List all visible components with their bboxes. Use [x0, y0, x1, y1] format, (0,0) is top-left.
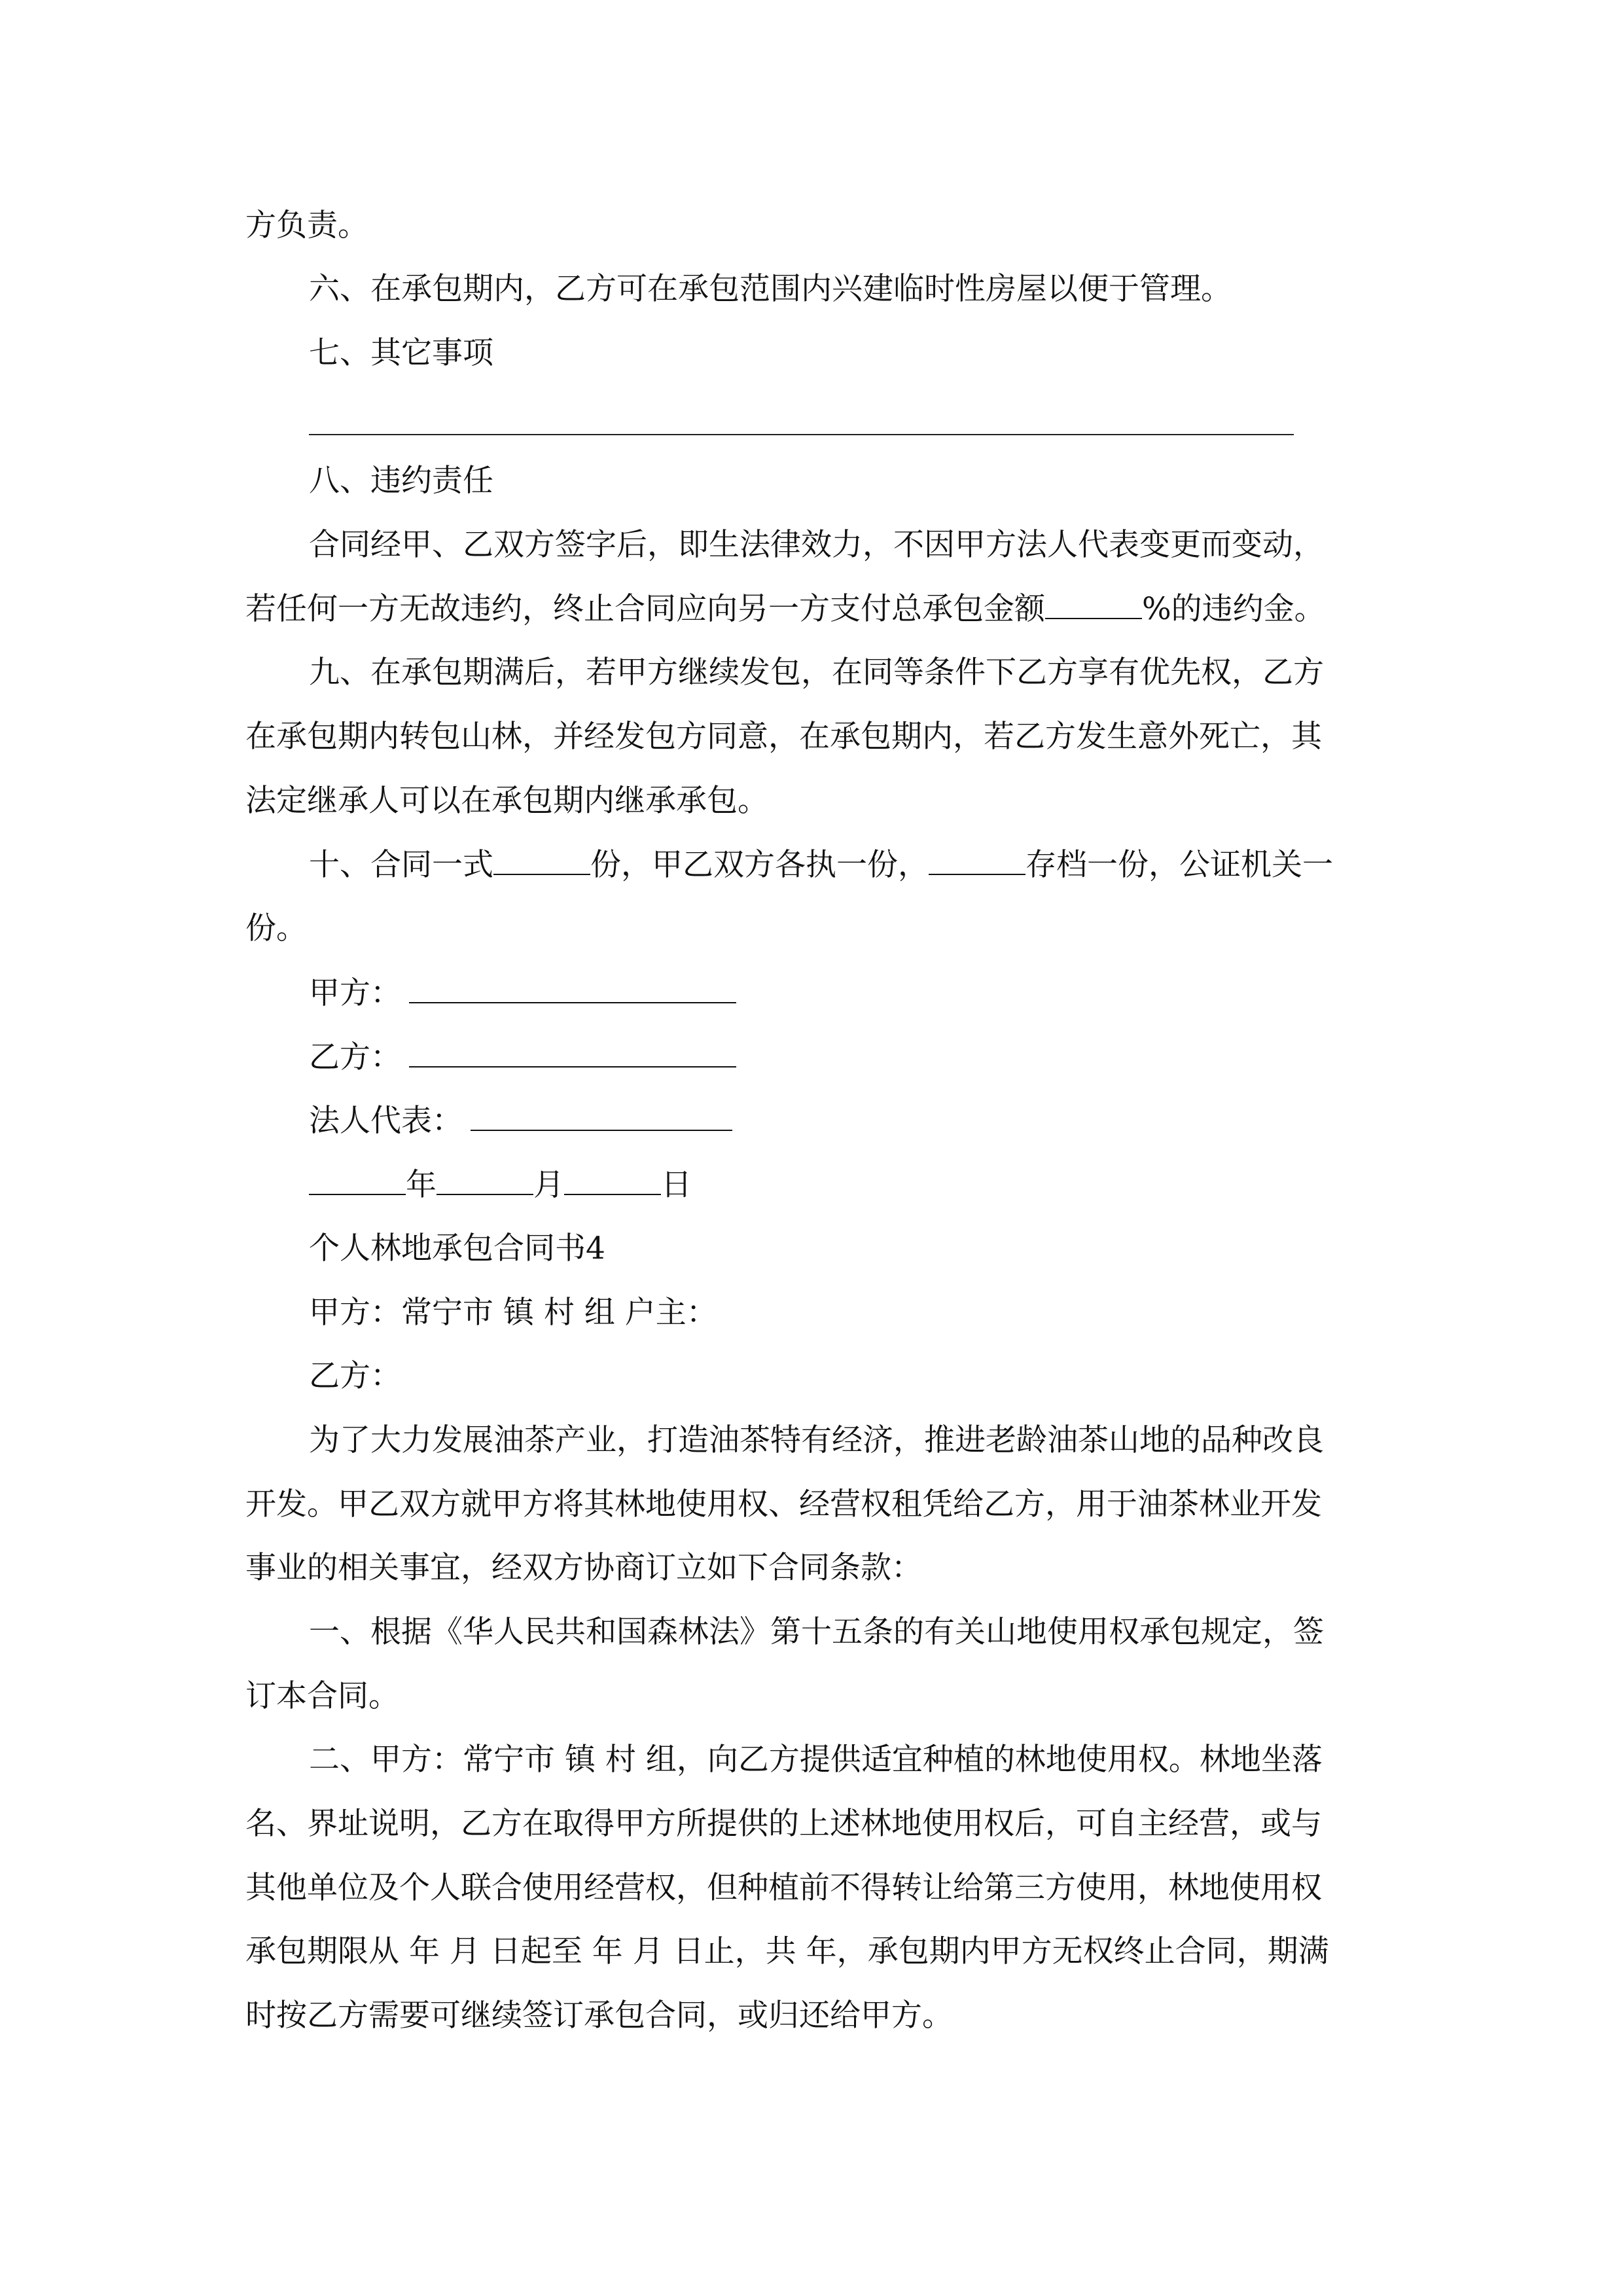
paragraph-line: 合同经甲、乙双方签字后，即生法律效力，不因甲方法人代表变更而变动， [309, 527, 1324, 563]
text-segment: 若任何一方无故违约，终止合同应向另一方支付总承包金额 [245, 591, 1045, 627]
day-blank [564, 1165, 661, 1195]
month-label: 月 [533, 1167, 564, 1203]
text-segment: 十、合同一式 [309, 847, 493, 883]
party-b-signature-line [409, 1037, 736, 1067]
month-blank [437, 1165, 533, 1195]
clause-ten [309, 845, 1382, 885]
legal-rep-label: 法人代表： [309, 1103, 463, 1139]
clause-two-cont: 时按乙方需要可继续签订承包合同，或归还给甲方。 [245, 1998, 953, 2034]
clause-seven-heading: 七、其它事项 [309, 335, 493, 371]
legal-rep-signature-line [471, 1101, 732, 1131]
clause-two: 二、甲方：常宁市 镇 村 组，向乙方提供适宜种植的林地使用权。林地坐落 [309, 1742, 1323, 1778]
clause-eight-heading: 八、违约责任 [309, 463, 493, 499]
legal-rep-signature [309, 1101, 1382, 1141]
day-label: 日 [661, 1167, 692, 1203]
penalty-percent-blank [1045, 589, 1142, 619]
clause-two-cont: 其他单位及个人联合使用经营权，但种植前不得转让给第三方使用，林地使用权 [245, 1870, 1322, 1906]
archive-blank [929, 845, 1026, 875]
clause-two-cont: 名、界址说明，乙方在取得甲方所提供的上述林地使用权后，可自主经营，或与 [245, 1806, 1322, 1842]
contract-title: 个人林地承包合同书4 [309, 1230, 605, 1266]
clause-nine: 九、在承包期满后，若甲方继续发包，在同等条件下乙方享有优先权，乙方 [309, 655, 1324, 691]
year-blank [309, 1165, 406, 1195]
clause-six: 六、在承包期内，乙方可在承包范围内兴建临时性房屋以便于管理。 [309, 271, 1232, 307]
blank-line-divider [309, 434, 1294, 435]
paragraph-line: 份。 [245, 910, 307, 946]
paragraph-line: 法定继承人可以在承包期内继承承包。 [245, 783, 768, 819]
intro-line: 为了大力发展油茶产业，打造油茶特有经济，推进老龄油茶山地的品种改良 [309, 1422, 1324, 1458]
party-a-label: 甲方： [309, 975, 401, 1011]
party-a-signature-line [409, 973, 736, 1003]
paragraph-line: 方负责。 [245, 207, 368, 243]
intro-line: 开发。甲乙双方就甲方将其林地使用权、经营权租凭给乙方，用于油茶林业开发 [245, 1486, 1322, 1522]
clause-one: 一、根据《华人民共和国森林法》第十五条的有关山地使用权承包规定，签 [309, 1614, 1324, 1650]
paragraph-line: 在承包期内转包山林，并经发包方同意，在承包期内，若乙方发生意外死亡，其 [245, 719, 1322, 755]
clause-one-cont: 订本合同。 [245, 1678, 399, 1714]
text-segment: 存档一份，公证机关一 [1026, 847, 1333, 883]
text-segment: %的违约金。 [1142, 591, 1325, 627]
party-a-line: 甲方：常宁市 镇 村 组 户主： [309, 1295, 717, 1331]
party-b-signature [309, 1037, 1382, 1077]
party-b-line: 乙方： [309, 1358, 401, 1394]
paragraph-line [245, 589, 1381, 629]
party-a-signature [309, 973, 1382, 1013]
date-line [309, 1165, 1382, 1205]
copies-blank [493, 845, 590, 875]
party-b-label: 乙方： [309, 1039, 401, 1075]
text-segment: 份，甲乙双方各执一份， [590, 847, 929, 883]
clause-two-cont: 承包期限从 年 月 日起至 年 月 日止，共 年，承包期内甲方无权终止合同，期满 [245, 1933, 1329, 1969]
intro-line: 事业的相关事宜，经双方协商订立如下合同条款： [245, 1550, 922, 1586]
year-label: 年 [406, 1167, 437, 1203]
